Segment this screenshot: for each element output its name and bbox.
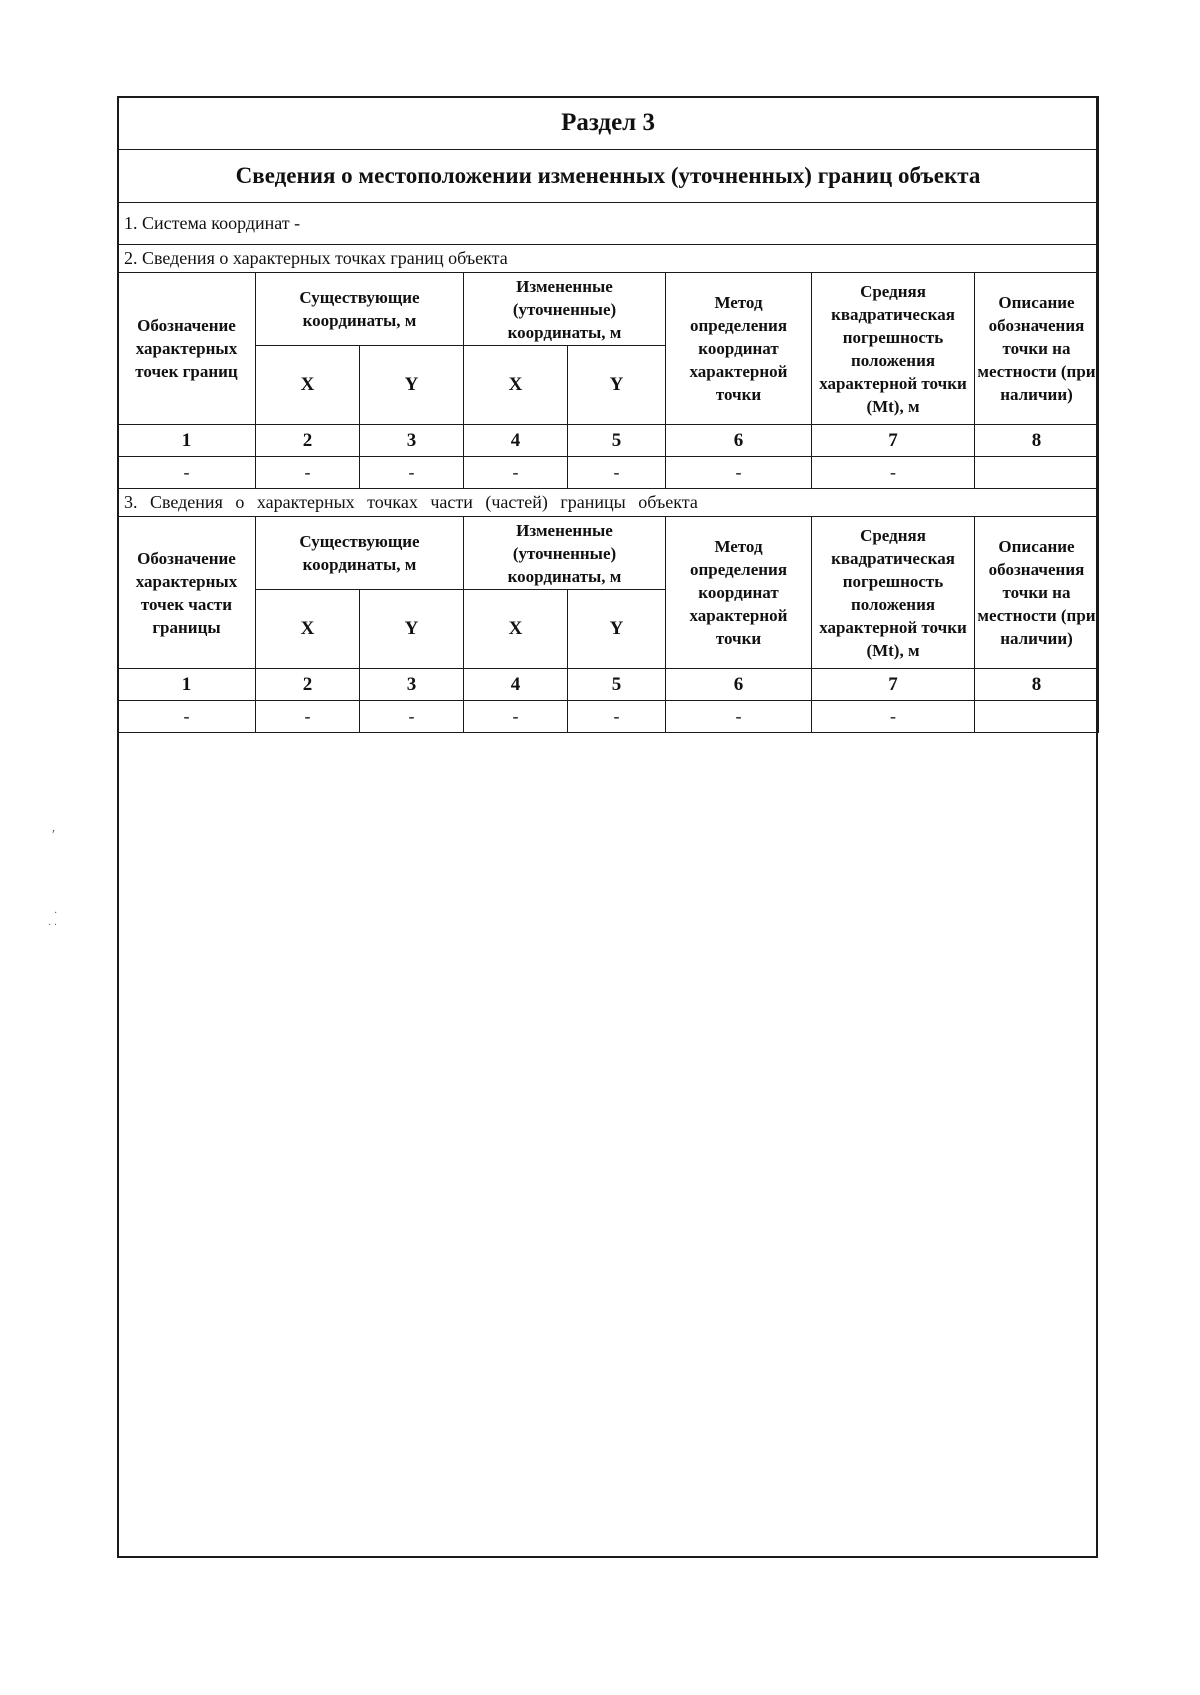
table1-header-changed-y: Y xyxy=(568,346,666,425)
table1-cell: - xyxy=(360,457,464,489)
table2-header-method: Метод определения координат характерной точки xyxy=(666,517,812,669)
table1-col-number: 5 xyxy=(568,425,666,457)
table2-caption: 3. Сведения о характерных точках части (частей) границы объекта xyxy=(118,489,1099,517)
table2-header-changed-x: X xyxy=(464,590,568,669)
section-table xyxy=(117,96,1099,733)
table2-cell: - xyxy=(812,701,975,733)
table1-caption: 2. Сведения о характерных точках границ объекта xyxy=(118,245,1099,273)
table1-cell: - xyxy=(812,457,975,489)
scan-mark: · · xyxy=(48,920,58,931)
table2-header-existing-x: X xyxy=(256,590,360,669)
scan-mark: · xyxy=(54,908,58,919)
table2-col-number: 5 xyxy=(568,669,666,701)
table1-col-number: 7 xyxy=(812,425,975,457)
table2-col-number: 4 xyxy=(464,669,568,701)
table1-col-number: 1 xyxy=(118,425,256,457)
table1-col-number: 8 xyxy=(975,425,1099,457)
table2-cell: - xyxy=(568,701,666,733)
table2-header-error: Средняя квадратическая погрешность положения характерной точки (Mt), м xyxy=(812,517,975,669)
table1-header-existing-y: Y xyxy=(360,346,464,425)
table2-column-numbers xyxy=(118,669,1099,701)
table1-header-existing: Существующие координаты, м xyxy=(256,273,464,346)
table2-header-description: Описание обозначения точки на местности (при наличии) xyxy=(975,517,1099,669)
table1-header-method: Метод определения координат характерной точки xyxy=(666,273,812,425)
table2-col-number: 7 xyxy=(812,669,975,701)
table2-cell: - xyxy=(256,701,360,733)
table2-header-designation: Обозначение характерных точек части границы xyxy=(118,517,256,669)
table1-header-changed: Измененные (уточненные) координаты, м xyxy=(464,273,666,346)
table1-col-number: 3 xyxy=(360,425,464,457)
table2-cell xyxy=(975,701,1099,733)
table2-col-number: 6 xyxy=(666,669,812,701)
section-title: Раздел 3 xyxy=(118,97,1099,150)
table2-col-number: 1 xyxy=(118,669,256,701)
table2-cell: - xyxy=(666,701,812,733)
table1-header-existing-x: X xyxy=(256,346,360,425)
section-subtitle: Сведения о местоположении измененных (уточненных) границ объекта xyxy=(118,150,1099,203)
table1-cell: - xyxy=(568,457,666,489)
table1-cell xyxy=(975,457,1099,489)
table1-cell: - xyxy=(256,457,360,489)
table1-cell: - xyxy=(464,457,568,489)
document-frame xyxy=(117,96,1098,1558)
table2-col-number: 2 xyxy=(256,669,360,701)
table1-header-error: Средняя квадратическая погрешность положения характерной точки (Mt), м xyxy=(812,273,975,425)
table2-col-number: 3 xyxy=(360,669,464,701)
table1-header-description: Описание обозначения точки на местности (при наличии) xyxy=(975,273,1099,425)
coordinate-system-line: 1. Система координат - xyxy=(118,203,1099,245)
table2-col-number: 8 xyxy=(975,669,1099,701)
table2-cell: - xyxy=(360,701,464,733)
table1-cell: - xyxy=(118,457,256,489)
table1-cell: - xyxy=(666,457,812,489)
scan-mark: ′ xyxy=(52,828,56,843)
table1-row xyxy=(118,457,1099,489)
table1-column-numbers xyxy=(118,425,1099,457)
table2-row xyxy=(118,701,1099,733)
table2-header-existing-y: Y xyxy=(360,590,464,669)
table2-header-existing: Существующие координаты, м xyxy=(256,517,464,590)
table1-col-number: 4 xyxy=(464,425,568,457)
table1-col-number: 2 xyxy=(256,425,360,457)
table2-cell: - xyxy=(118,701,256,733)
table1-header-designation: Обозначение характерных точек границ xyxy=(118,273,256,425)
table1-header-changed-x: X xyxy=(464,346,568,425)
table2-cell: - xyxy=(464,701,568,733)
table2-header-changed-y: Y xyxy=(568,590,666,669)
table2-header-changed: Измененные (уточненные) координаты, м xyxy=(464,517,666,590)
table1-col-number: 6 xyxy=(666,425,812,457)
